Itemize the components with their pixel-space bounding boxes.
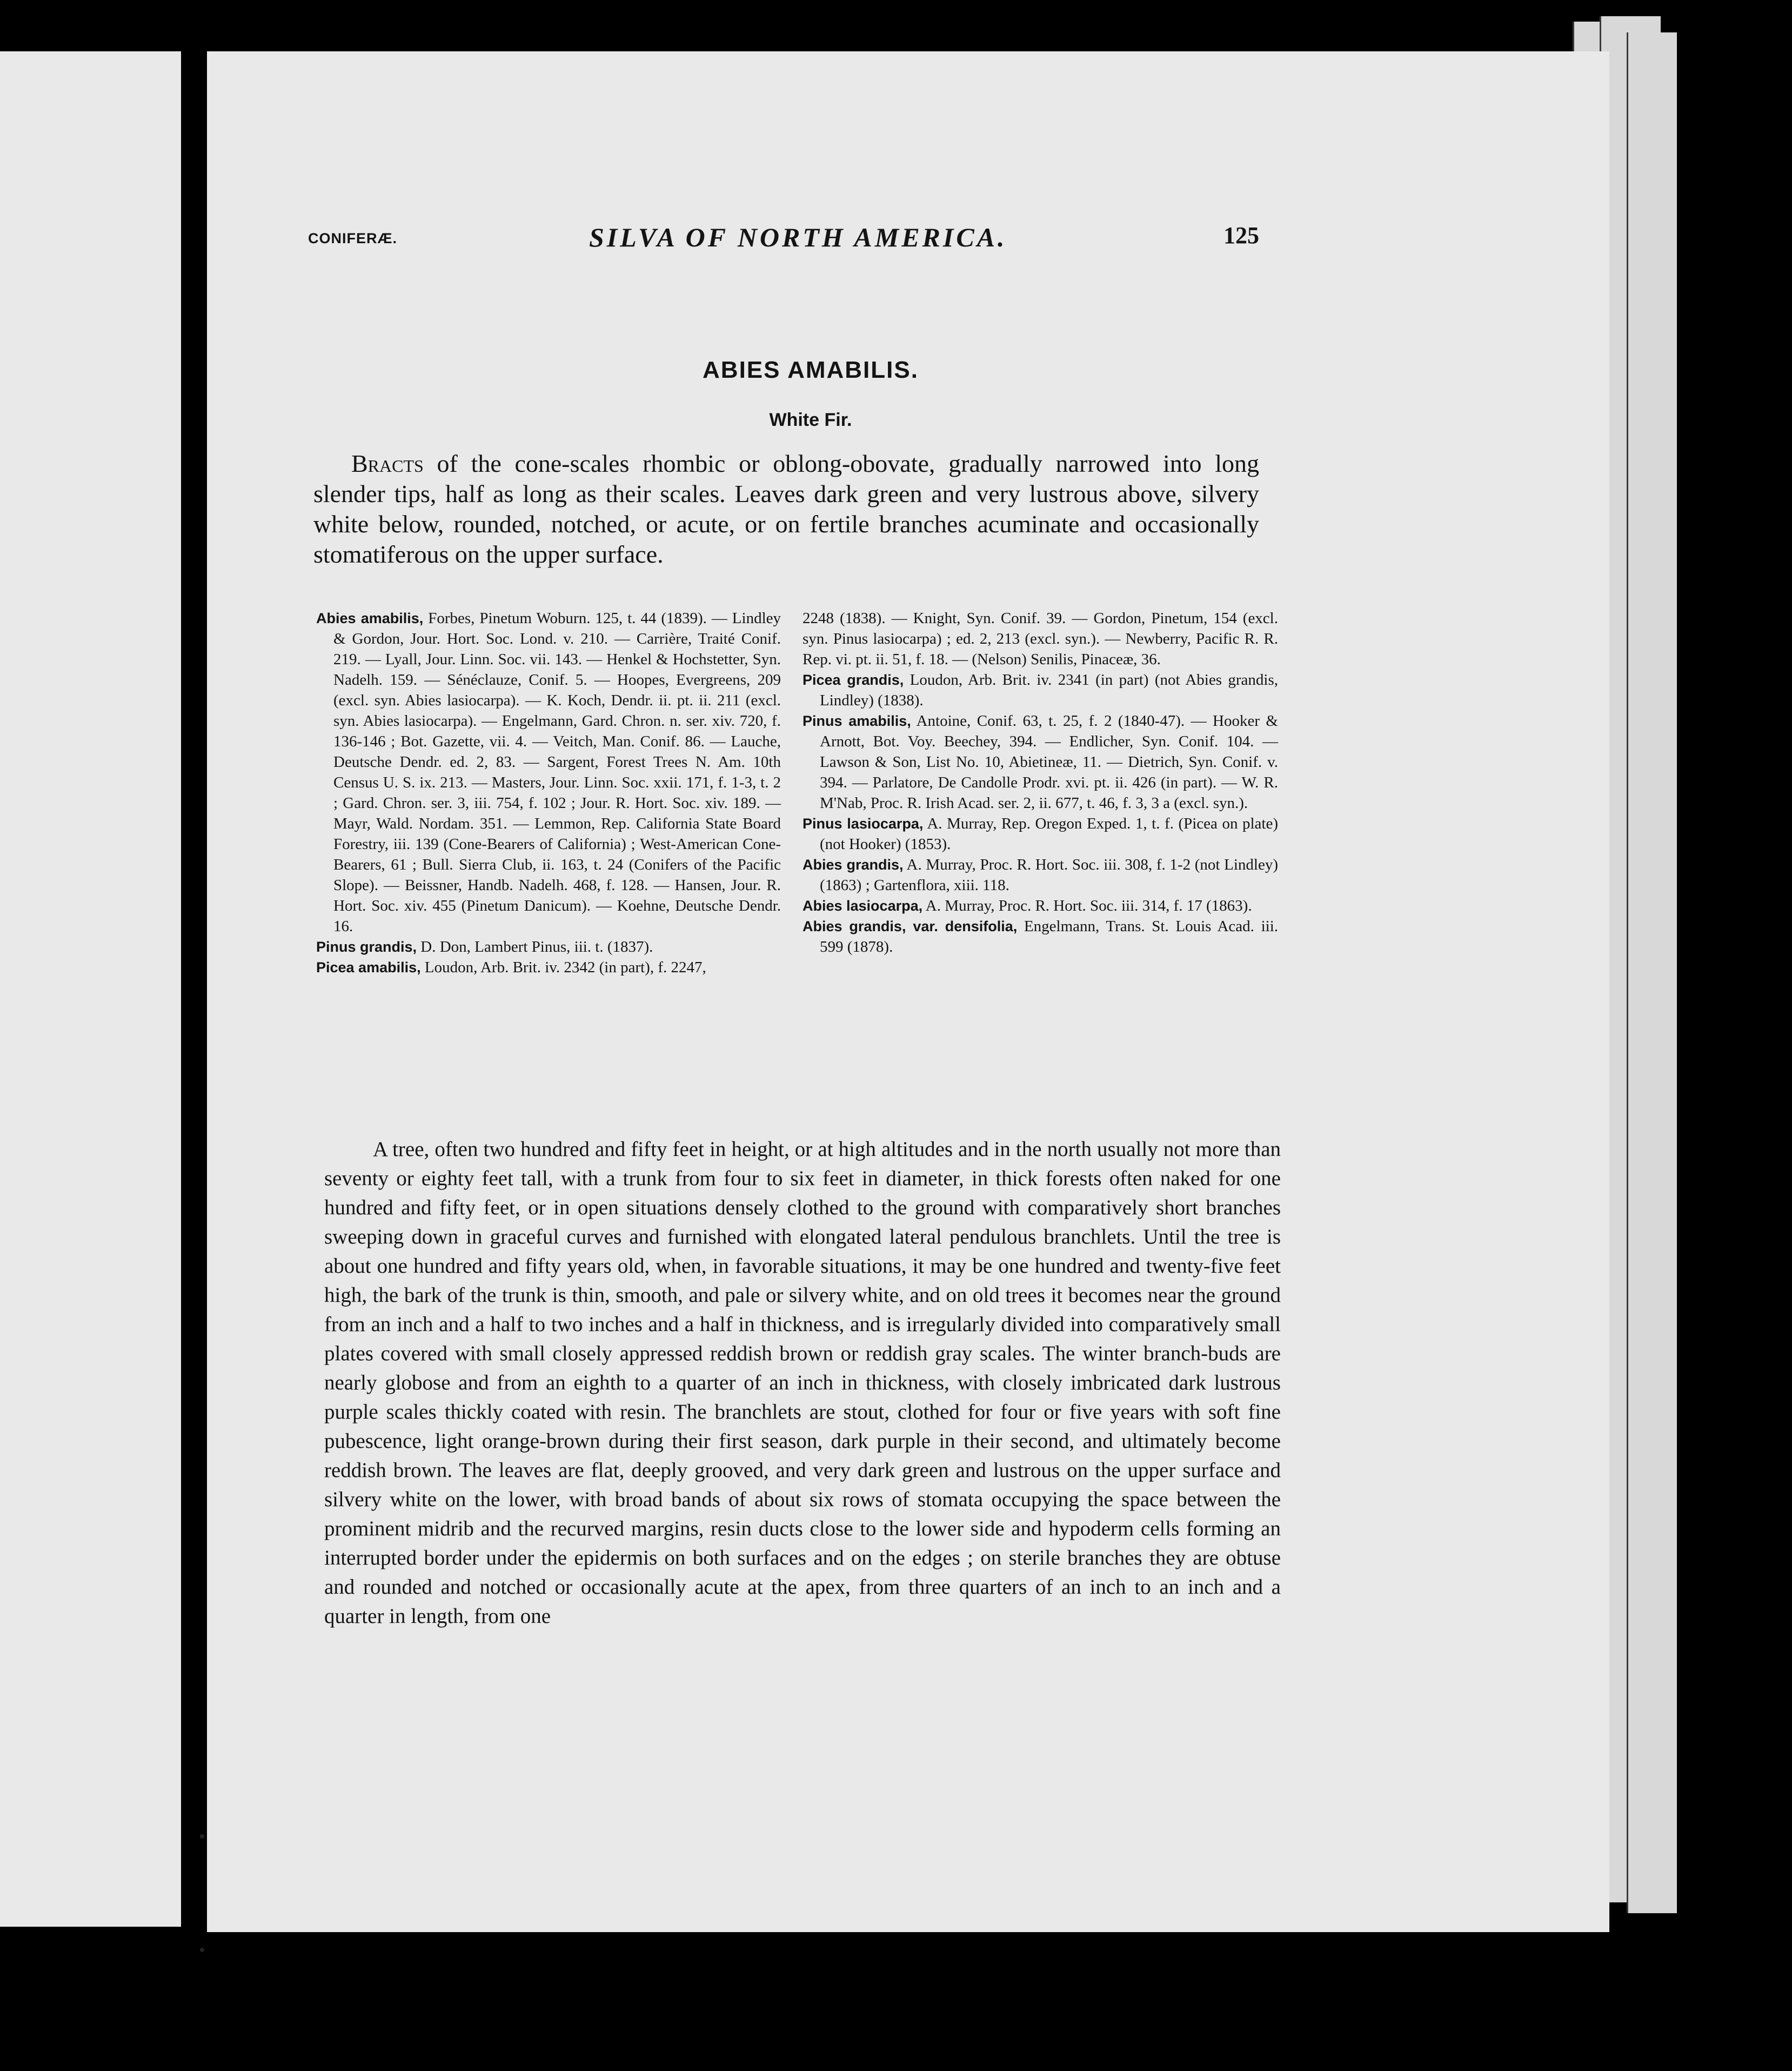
species-heading: ABIES AMABILIS.: [703, 357, 919, 383]
page-number: 125: [1223, 222, 1259, 249]
synonymy-left-column: [316, 608, 781, 978]
common-name: White Fir.: [769, 410, 852, 430]
synonym-citation: Forbes, Pinetum Woburn. 125, t. 44 (1839). — Lindley & Gordon, Jour. Hort. Soc. Lond. v. 210. — Carrière, Traité Conif. 219. — Lyall, Jour. Linn. Soc. vii. 143. — Henkel & Hochstetter, Syn. Nadelh. 159. — Sénéclauze, Conif. 5. — Hoopes, Evergreens, 209 (excl. syn. Abies lasiocarpa). — K. Koch, Dendr. ii. pt. ii. 211 (excl. syn. Abies lasiocarpa). — Engelmann, Gard. Chron. n. ser. xiv. 720, f. 136-146 ; Bot. Gazette, vii. 4. — Veitch, Man. Conif. 86. — Lauche, Deutsche Dendr. ed. 2, 83. — Sargent, Forest Trees N. Am. 10th Census U. S. ix. 213. — Masters, Jour. Linn. Soc. xxii. 171, f. 1-3, t. 2 ; Gard. Chron. ser. 3, iii. 754, f. 102 ; Jour. R. Hort. Soc. xiv. 189. — Mayr, Wald. Nordam. 351. — Lemmon, Rep. California State Board Forestry, iii. 139 (Cone-Bearers of California) ; West-American Cone-Bearers, 61 ; Bull. Sierra Club, ii. 163, t. 24 (Conifers of the Pacific Slope). — Beissner, Handb. Nadelh. 468, f. 128. — Hansen, Jour. R. Hort. Soc. xiv. 455 (Pinetum Danicum). — Koehne, Deutsche Dendr. 16.: [333, 610, 781, 935]
synonym-entry: [803, 813, 1278, 854]
synonym-name: Abies grandis,: [803, 857, 904, 873]
synonym-entry: [803, 854, 1278, 896]
book-page: [207, 51, 1609, 1932]
synonym-citation: D. Don, Lambert Pinus, iii. t. (1837).: [417, 938, 653, 956]
synonym-entry: [803, 896, 1278, 916]
diagnosis-lead: Bracts: [351, 450, 424, 477]
synonym-citation: A. Murray, Rep. Oregon Exped. 1, t. f. (Picea on plate) (not Hooker) (1853).: [820, 815, 1279, 853]
synonym-name: Abies amabilis,: [316, 610, 424, 626]
synonym-entry: [316, 608, 781, 937]
synonym-entry: [803, 711, 1278, 813]
synonym-entry: [803, 670, 1278, 711]
facing-page: [0, 51, 181, 1927]
description-paragraph: A tree, often two hundred and fifty feet in height, or at high altitudes and in the north usually not more than seventy or eighty feet tall, with a trunk from four to six feet in diameter, in thick forests often naked for one hundred and fifty feet, or in open situations densely clothed to the ground with comparatively short branches sweeping down in graceful curves and furnished with elongated lateral pendulous branchlets. Until the tree is about one hundred and fifty years old, when, in favorable situations, it may be one hundred and twenty-five feet high, the bark of the trunk is thin, smooth, and pale or silvery white, and on old trees it becomes near the ground from an inch and a half to two inches and a half in thickness, and is irregularly divided into comparatively small plates covered with small closely appressed reddish brown or reddish gray scales. The winter branch-buds are nearly globose and from an eighth to a quarter of an inch in thickness, with closely imbricated dark lustrous purple scales thickly coated with resin. The branchlets are stout, clothed for four or five years with soft fine pubescence, light orange-brown during their first season, dark purple in their second, and ultimately become reddish brown. The leaves are flat, deeply grooved, and very dark green and lustrous on the upper surface and silvery white on the lower, with broad bands of about six rows of stomata occupying the space between the prominent midrib and the recurved margins, resin ducts close to the lower side and hypoderm cells forming an interrupted border under the epidermis on both surfaces and on the edges ; on sterile branches they are obtuse and rounded and notched or occasionally acute at the apex, from three quarters of an inch to an inch and a quarter in length, from one: [324, 1138, 1281, 1628]
synonym-citation: A. Murray, Proc. R. Hort. Soc. iii. 308, f. 1-2 (not Lindley) (1863) ; Gartenflora, xiii. 118.: [820, 856, 1279, 894]
running-head-section: CONIFERÆ.: [308, 230, 398, 246]
synonym-name: Picea amabilis,: [316, 959, 421, 976]
synonym-citation: Engelmann, Trans. St. Louis Acad. iii. 599 (1878).: [820, 918, 1278, 956]
synonym-entry: [316, 937, 781, 957]
synonym-name: Abies lasiocarpa,: [803, 898, 923, 914]
synonym-entry: [316, 957, 781, 978]
running-head: [308, 222, 1259, 259]
synonym-name: Pinus grandis,: [316, 939, 417, 955]
margin-mark: •: [199, 1940, 205, 1960]
synonym-name: Abies grandis, var. densifolia,: [803, 918, 1018, 934]
margin-mark: •: [199, 1827, 205, 1847]
synonym-citation: Antoine, Conif. 63, t. 25, f. 2 (1840-47). — Hooker & Arnott, Bot. Voy. Beechey, 394. — Endlicher, Syn. Conif. 104. — Lawson & Son, List No. 10, Abietineæ, 11. — Dietrich, Syn. Conif. v. 394. — Parlatore, De Candolle Prodr. xvi. pt. ii. 426 (in part). — W. R. M'Nab, Proc. R. Irish Acad. ser. 2, ii. 677, t. 46, f. 3, 3 a (excl. syn.).: [820, 712, 1278, 812]
synonym-citation: Loudon, Arb. Brit. iv. 2341 (in part) (not Abies grandis, Lindley) (1838).: [820, 671, 1278, 709]
synonym-entry: [803, 916, 1278, 957]
synonym-citation: 2248 (1838). — Knight, Syn. Conif. 39. — Gordon, Pinetum, 154 (excl. syn. Pinus lasiocarpa) ; ed. 2, 213 (excl. syn.). — Newberry, Pacific R. R. Rep. vi. pt. ii. 51, f. 18. — (Nelson) Senilis, Pinaceæ, 36.: [803, 610, 1278, 668]
page-edge: [1627, 32, 1677, 1913]
running-head-title: SILVA OF NORTH AMERICA.: [589, 222, 1007, 252]
synonym-citation: A. Murray, Proc. R. Hort. Soc. iii. 314, f. 17 (1863).: [922, 897, 1252, 914]
synonym-name: Pinus amabilis,: [803, 713, 911, 729]
diagnosis-text: of the cone-scales rhombic or oblong-obovate, gradually narrowed into long slender tips, half as long as their scales. Leaves dark green and very lustrous above, silvery white below, rounded, notched, or acute, or on fertile branches acuminate and occasionally stomatiferous on the upper surface.: [313, 450, 1259, 568]
synonymy-right-column: [803, 608, 1278, 957]
synonym-name: Picea grandis,: [803, 672, 904, 688]
diagnosis-paragraph: [313, 449, 1259, 570]
synonym-citation: Loudon, Arb. Brit. iv. 2342 (in part), f. 2247,: [420, 959, 706, 976]
synonym-entry-continued: [803, 608, 1278, 670]
synonym-name: Pinus lasiocarpa,: [803, 816, 924, 832]
